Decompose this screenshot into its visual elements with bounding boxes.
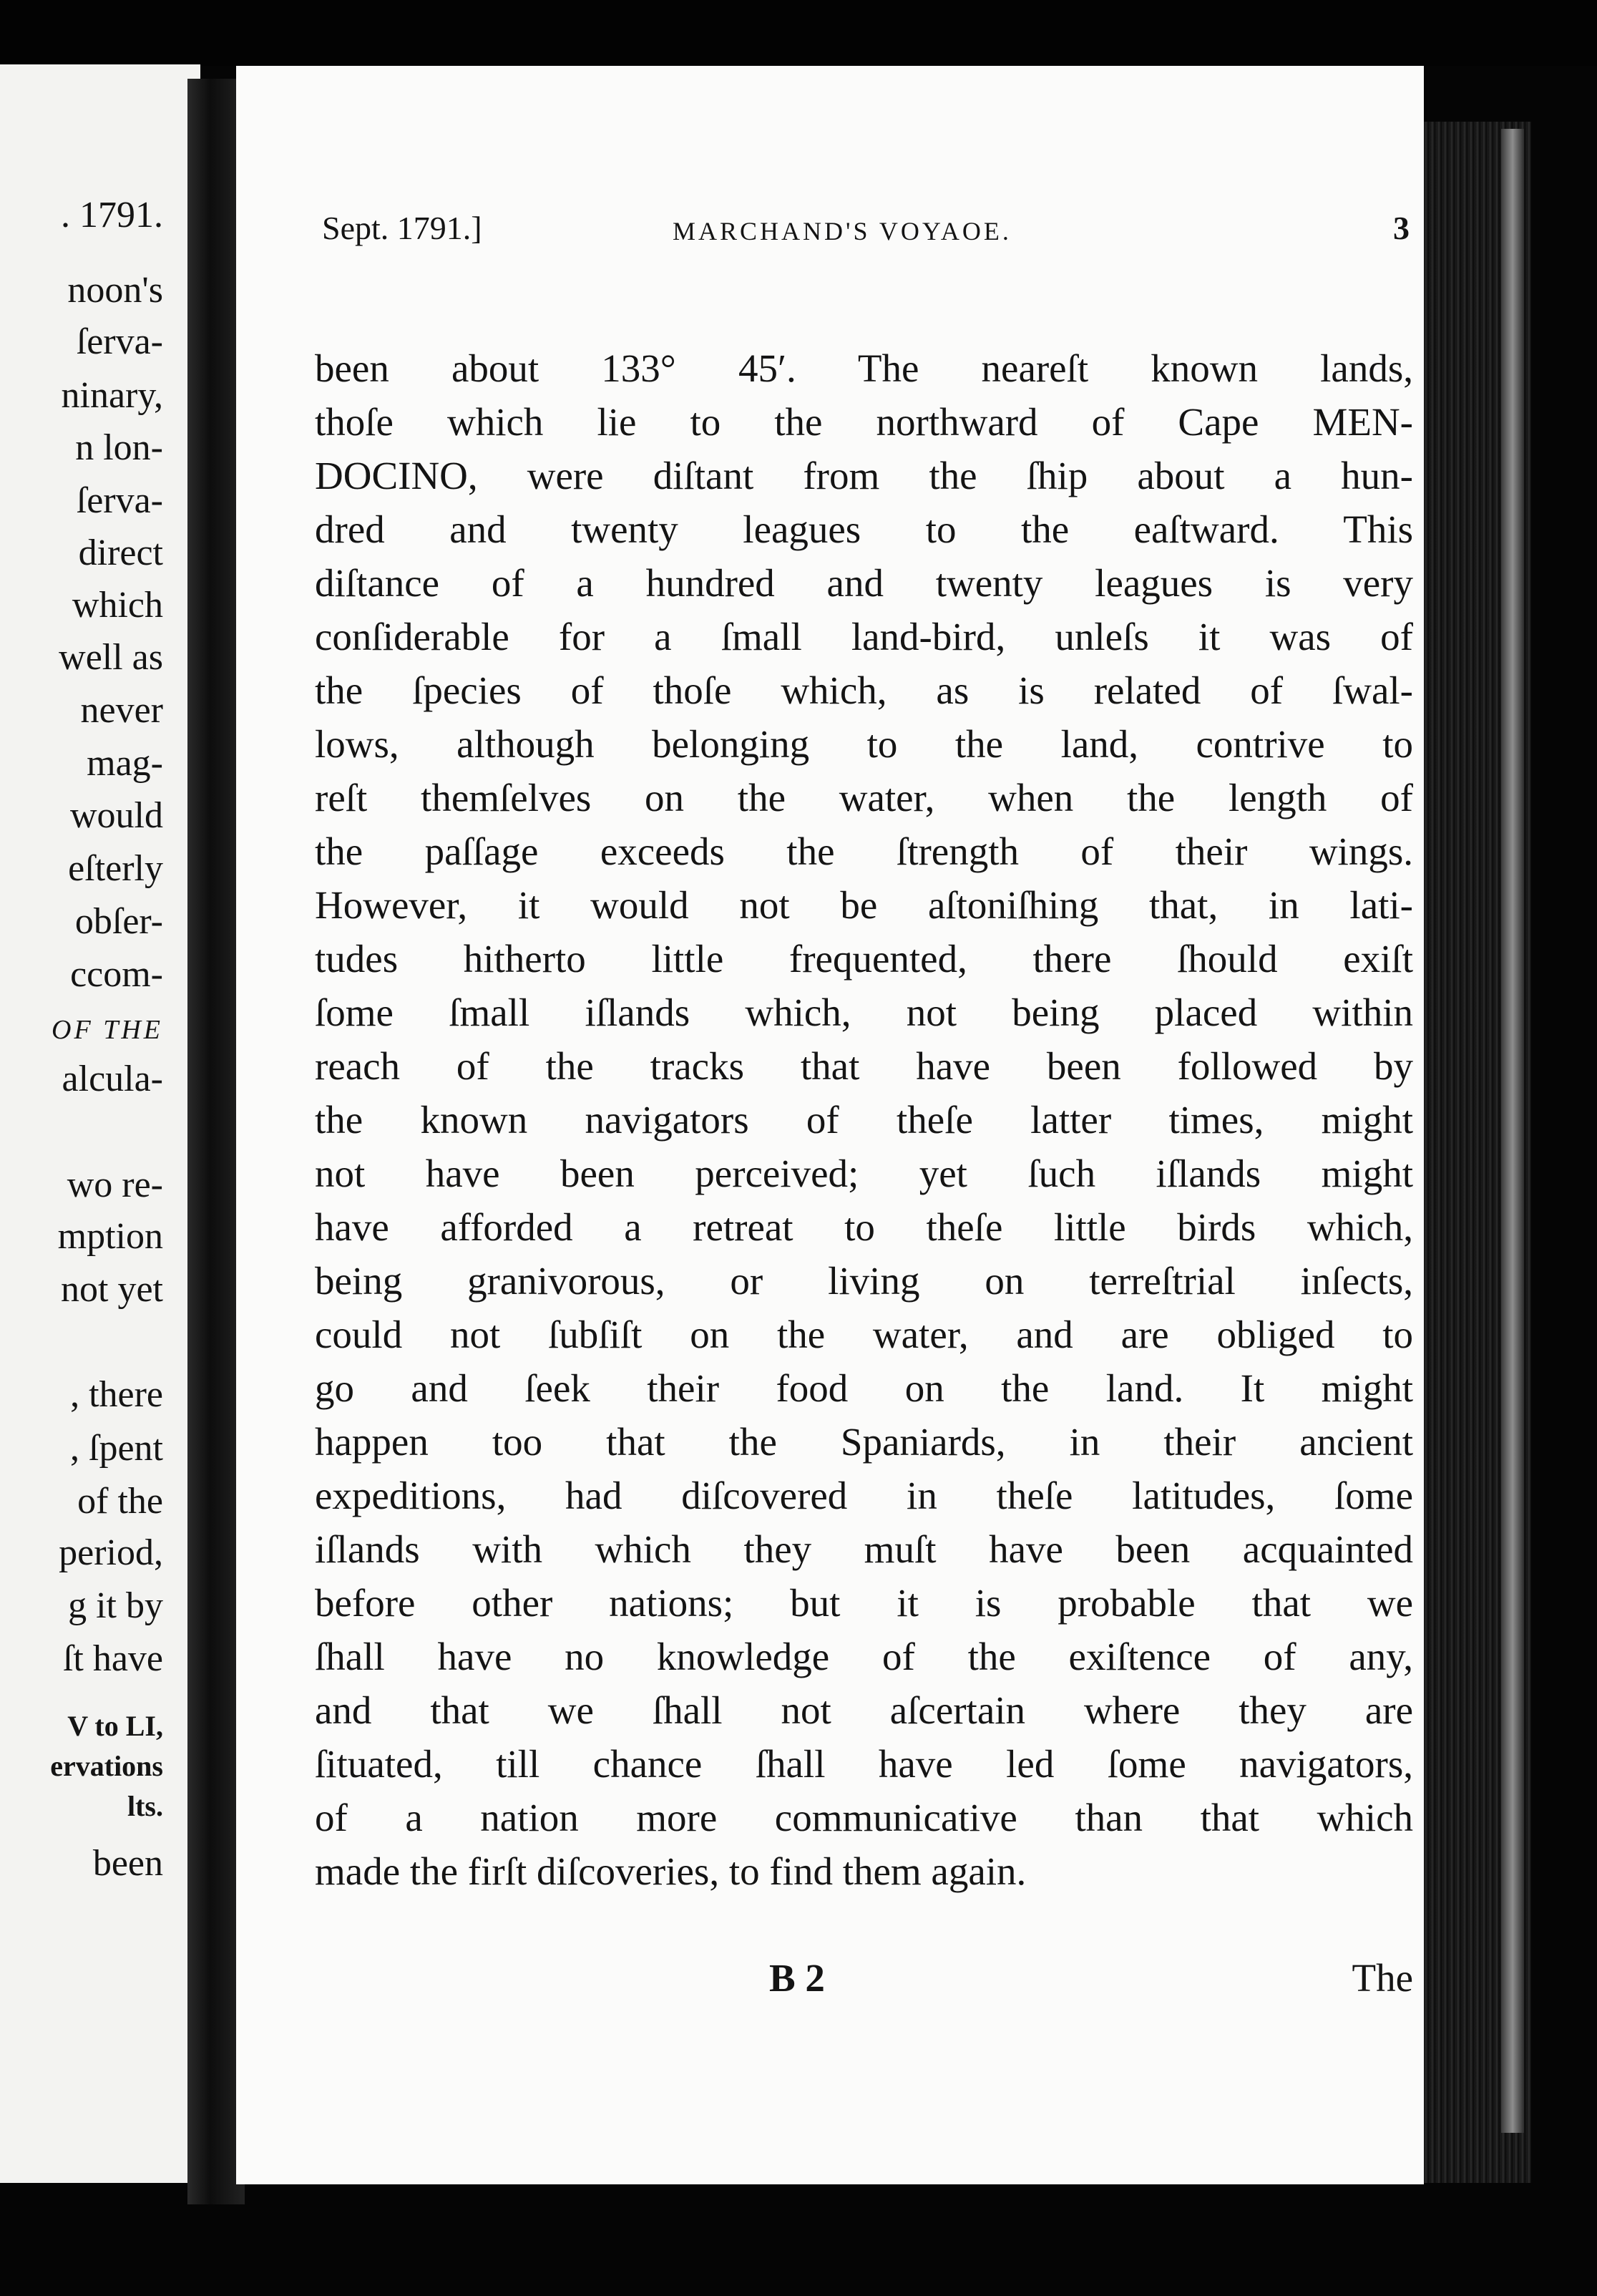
facing-line: well as (59, 637, 163, 678)
catchword: The (1352, 1956, 1413, 2000)
facing-line: , there (70, 1374, 163, 1415)
facing-line: would (70, 795, 163, 836)
text-line: being granivorous, or living on terreſtrial inſects, (315, 1259, 1413, 1303)
facing-line: never (80, 690, 163, 731)
facing-line: ſerva- (76, 480, 163, 521)
text-line: conſiderable for a ſmall land-bird, unleſs it was of (315, 615, 1413, 658)
text-line: have afforded a retreat to theſe little birds which, (315, 1205, 1413, 1249)
facing-line: noon's (67, 270, 163, 311)
running-head (322, 209, 1410, 266)
text-line: before other nations; but it is probable that we (315, 1581, 1413, 1625)
facing-line: period, (59, 1532, 163, 1573)
text-line: thoſe which lie to the northward of Cape MEN- (315, 400, 1413, 444)
running-head-date: Sept. 1791.] (322, 210, 482, 246)
facing-line: obſer- (74, 901, 163, 942)
text-line: could not ſubſiſt on the water, and are obliged to (315, 1313, 1413, 1356)
running-head-title: MARCHAND'S VOYAOE. (673, 217, 1012, 245)
facing-line: mption (57, 1216, 163, 1257)
text-line: been about 133° 45′. The neareſt known lands, (315, 346, 1413, 390)
text-line: ſome ſmall iſlands which, not being placed within (315, 991, 1413, 1034)
facing-line: eſterly (68, 848, 163, 889)
facing-line: . 1791. (61, 195, 163, 235)
facing-page (0, 64, 200, 2183)
page-edge-highlight (1501, 129, 1524, 2133)
text-line: made the firſt diſcoveries, to find them again. (315, 1849, 1027, 1893)
facing-line: wo re- (67, 1164, 163, 1205)
facing-line: of the (77, 1481, 163, 1522)
signature-mark: B 2 (769, 1956, 825, 2000)
book-page (236, 66, 1424, 2184)
text-line: and that we ſhall not aſcertain where they are (315, 1688, 1413, 1732)
text-line: dred and twenty leagues to the eaſtward. This (315, 507, 1413, 551)
facing-line: alcula- (62, 1059, 163, 1099)
facing-line: ſerva- (76, 321, 163, 362)
facing-line: been (92, 1843, 163, 1884)
facing-line: not yet (61, 1269, 163, 1310)
body-text (315, 341, 1413, 1898)
facing-line: n lon- (75, 427, 163, 468)
text-line: the known navigators of theſe latter times, might (315, 1098, 1413, 1142)
text-line: not have been perceived; yet ſuch iſlands might (315, 1152, 1413, 1195)
facing-line: lts. (127, 1790, 163, 1822)
text-line: happen too that the Spaniards, in their ancient (315, 1420, 1413, 1464)
text-line: DOCINO, were diſtant from the ſhip about a hun- (315, 454, 1413, 497)
text-line: ſituated, till chance ſhall have led ſome navigators, (315, 1742, 1413, 1786)
text-line: go and ſeek their food on the land. It might (315, 1366, 1413, 1410)
text-line: lows, although belonging to the land, contrive to (315, 722, 1413, 766)
facing-line: ninary, (61, 375, 163, 416)
facing-line: OF THE (52, 1015, 163, 1045)
page-footer (315, 1955, 1413, 2013)
text-line: of a nation more communicative than that which (315, 1796, 1413, 1839)
text-line: reach of the tracks that have been followed by (315, 1044, 1413, 1088)
facing-line: ccom- (70, 954, 163, 995)
page-number: 3 (1393, 210, 1410, 246)
facing-line: g it by (68, 1585, 163, 1626)
text-line: the ſpecies of thoſe which, as is related of ſwal- (315, 668, 1413, 712)
text-line: However, it would not be aſtoniſhing that, in lati- (315, 883, 1413, 927)
facing-line: mag- (87, 743, 163, 784)
facing-line: direct (78, 532, 163, 573)
text-line: reſt themſelves on the water, when the length of (315, 776, 1413, 819)
facing-line: , ſpent (70, 1428, 163, 1469)
facing-line: ervations (50, 1750, 163, 1782)
top-shadow (0, 0, 1597, 66)
text-line: diſtance of a hundred and twenty leagues is very (315, 561, 1413, 605)
facing-line: which (72, 585, 163, 626)
text-line: expeditions, had diſcovered in theſe latitudes, ſome (315, 1474, 1413, 1517)
facing-line: ſt have (62, 1638, 163, 1679)
text-line: the paſſage exceeds the ſtrength of their wings. (315, 830, 1413, 873)
text-line: ſhall have no knowledge of the exiſtence of any, (315, 1635, 1413, 1678)
text-line: tudes hitherto little frequented, there ſhould exiſt (315, 937, 1413, 981)
text-line: iſlands with which they muſt have been acquainted (315, 1527, 1413, 1571)
facing-line: V to LI, (67, 1710, 163, 1742)
